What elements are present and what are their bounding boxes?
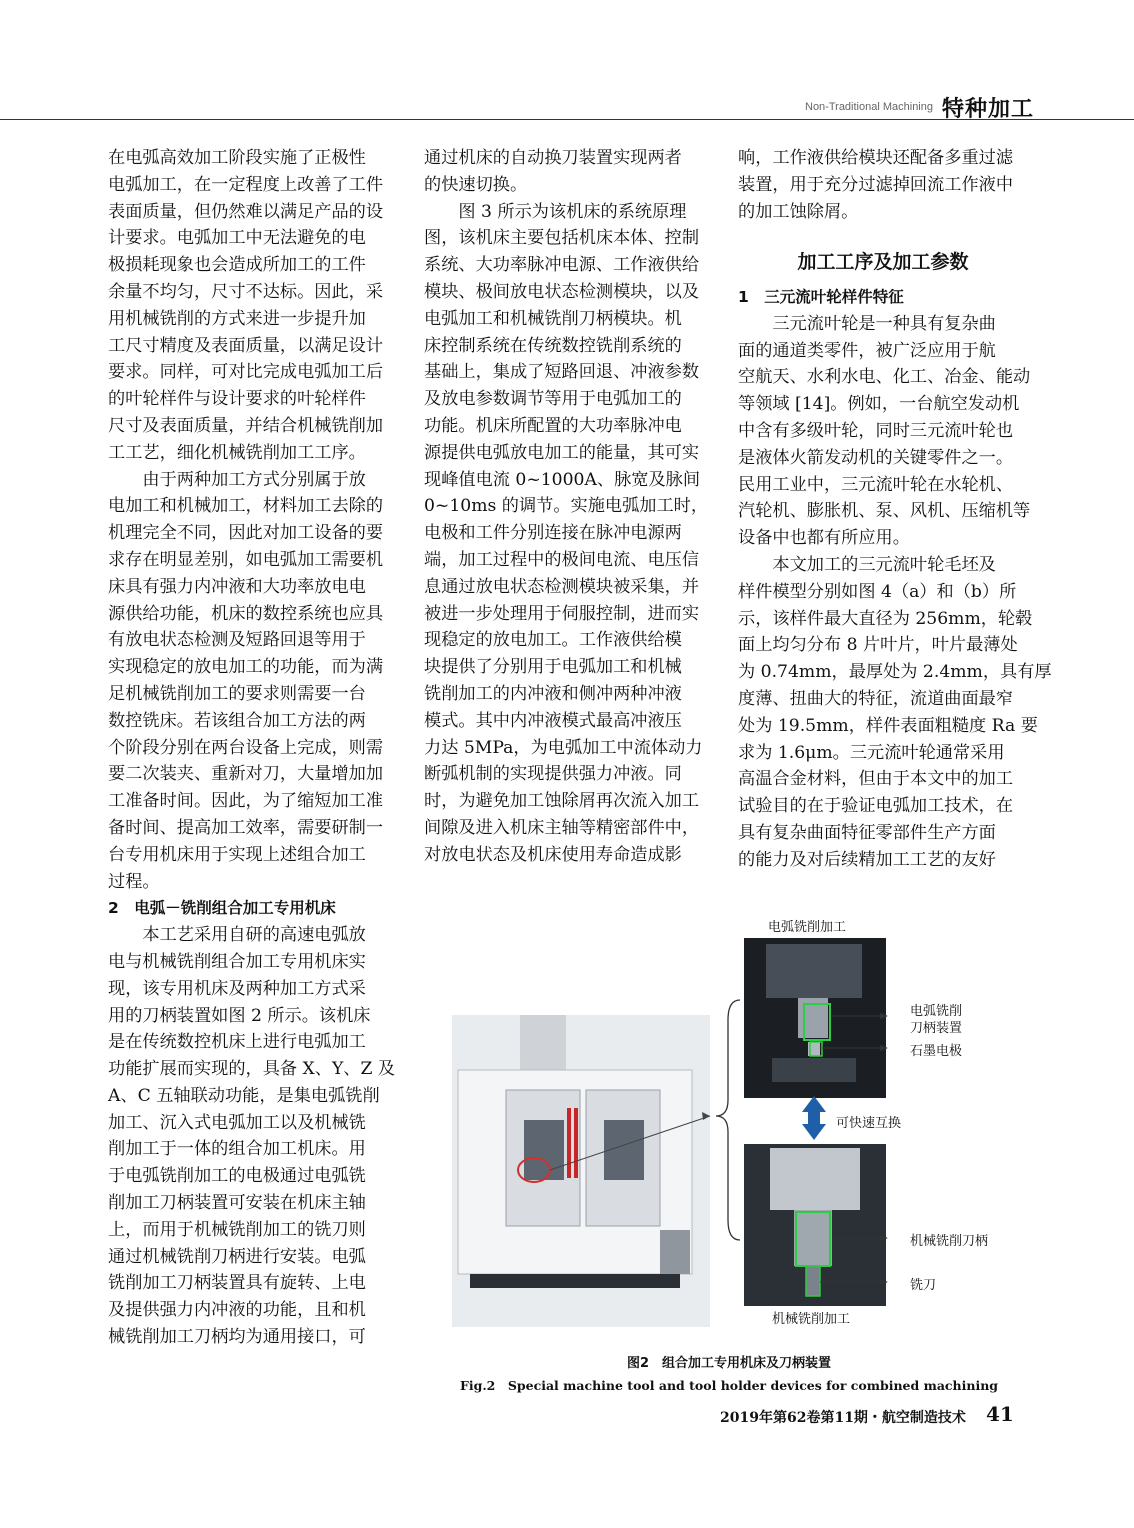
text-line: 铣削加工刀柄装置具有旋转、上电 <box>108 1273 366 1294</box>
text-line: 械铣削加工刀柄均为通用接口，可 <box>108 1327 366 1348</box>
text-line: 上，而用于机械铣削加工的铣刀则 <box>108 1219 366 1240</box>
label-mech-holder: 机械铣削刀柄 <box>910 1234 989 1249</box>
text-line: 时，为避免加工蚀除屑再次流入加工 <box>424 791 700 812</box>
figure-2-graphic <box>422 930 1034 1350</box>
text-line: 电弧加工，在一定程度上改善了工件 <box>108 174 384 195</box>
text-line: 电弧加工和机械铣削刀柄模块。机 <box>424 308 682 329</box>
text-line: 工准备时间。因此，为了缩短加工准 <box>108 791 384 812</box>
text-line: 处为 19.5mm，样件表面粗糙度 Ra 要 <box>738 715 1038 736</box>
text-line: 0~10ms 的调节。实施电弧加工时， <box>424 496 709 517</box>
text-line: 足机械铣削加工的要求则需要一台 <box>108 683 366 704</box>
text-line: 电与机械铣削组合加工专用机床实 <box>108 951 366 972</box>
text-line: 本工艺采用自研的高速电弧放 <box>108 925 366 946</box>
label-arc-holder-line1: 电弧铣削 <box>910 1004 963 1019</box>
text-line: 源供给功能，机床的数控系统也应具 <box>108 603 384 624</box>
column-3-paragraphs <box>738 311 1052 874</box>
text-line: 床具有强力内冲液和大功率放电电 <box>108 576 366 597</box>
text-line: 面的通道类零件，被广泛应用于航 <box>738 340 996 361</box>
text-line: 是在传统数控机床上进行电弧加工 <box>108 1032 366 1053</box>
text-line: 模式。其中内冲液模式最高冲液压 <box>424 710 682 731</box>
text-line: 过程。 <box>108 871 160 892</box>
text-line: 对放电状态及机床使用寿命造成影 <box>424 844 682 865</box>
text-line: 尺寸及表面质量，并结合机械铣削加 <box>108 415 384 436</box>
text-line: 装置，用于充分过滤掉回流工作液中 <box>738 174 1014 195</box>
figure-caption-cn: 图2 组合加工专用机床及刀柄装置 <box>626 1356 832 1371</box>
label-quick-swap: 可快速互换 <box>836 1116 902 1131</box>
text-line: 具有复杂曲面特征零部件生产方面 <box>738 822 996 843</box>
text-line: 表面质量，但仍然难以满足产品的设 <box>108 201 384 222</box>
text-line: 块提供了分别用于电弧加工和机械 <box>424 657 682 678</box>
text-line: 民用工业中，三元流叶轮在水轮机、 <box>738 474 1014 495</box>
text-line: 数控铣床。若该组合加工方法的两 <box>108 710 366 731</box>
column-1 <box>108 145 398 1351</box>
text-line: 被进一步处理用于伺服控制，进而实 <box>424 603 700 624</box>
text-line: 工尺寸精度及表面质量，以满足设计 <box>108 335 384 356</box>
text-line: 中含有多级叶轮，同时三元流叶轮也 <box>738 420 1014 441</box>
text-line: 要二次装夹、重新对刀，大量增加加 <box>108 764 384 785</box>
text-line: 由于两种加工方式分别属于放 <box>108 469 366 490</box>
text-line: 现峰值电流 0~1000A、脉宽及脉间 <box>424 469 701 490</box>
figure-2 <box>422 920 1034 1350</box>
text-line: 通过机械铣削刀柄进行安装。电弧 <box>108 1246 366 1267</box>
text-line: 本文加工的三元流叶轮毛坯及 <box>738 554 996 575</box>
text-line: 于电弧铣削加工的电极通过电弧铣 <box>108 1166 366 1187</box>
page-number: 41 <box>986 1402 1014 1426</box>
text-line: 息通过放电状态检测模块被采集，并 <box>424 576 700 597</box>
text-line: 及提供强力内冲液的功能，且和机 <box>108 1300 366 1321</box>
journal-section-en: Non-Traditional Machining <box>805 101 933 113</box>
text-line: 端，加工过程中的极间电流、电压信 <box>424 549 700 570</box>
text-line: 样件模型分别如图 4（a）和（b）所 <box>738 581 1017 602</box>
text-line: 系统、大功率脉冲电源、工作液供给 <box>424 255 700 276</box>
text-line: 试验目的在于验证电弧加工技术，在 <box>738 796 1014 817</box>
text-line: 用的刀柄装置如图 2 所示。该机床 <box>108 1005 371 1026</box>
column-2 <box>424 145 714 869</box>
text-line: 设备中也都有所应用。 <box>738 528 910 549</box>
text-line: 台专用机床用于实现上述组合加工 <box>108 844 366 865</box>
text-line: 间隙及进入机床主轴等精密部件中， <box>424 817 700 838</box>
label-cutter: 铣刀 <box>910 1278 937 1293</box>
text-line: 备时间、提高加工效率，需要研制一 <box>108 817 384 838</box>
column-3 <box>738 145 1028 225</box>
text-line: 电极和工件分别连接在脉冲电源两 <box>424 523 682 544</box>
text-line: 度薄、扭曲大的特征，流道曲面最窄 <box>738 688 1014 709</box>
text-line: 基础上，集成了短路回退、冲液参数 <box>424 362 700 383</box>
text-line: 模块、极间放电状态检测模块，以及 <box>424 281 700 302</box>
text-line: 现，该专用机床及两种加工方式采 <box>108 978 366 999</box>
text-line: A、C 五轴联动功能，是集电弧铣削 <box>108 1085 380 1106</box>
text-line: 个阶段分别在两台设备上完成，则需 <box>108 737 384 758</box>
text-line: 要求。同样，可对比完成电弧加工后 <box>108 362 384 383</box>
text-line: 图，该机床主要包括机床本体、控制 <box>424 228 700 249</box>
column-1-paragraphs-2 <box>108 922 398 1351</box>
machine-tool-photo <box>452 1015 710 1327</box>
label-arc-milling: 电弧铣削加工 <box>768 920 847 935</box>
text-line: 力达 5MPa，为电弧加工中流体动力 <box>424 737 703 758</box>
text-line: 高温合金材料，但由于本文中的加工 <box>738 769 1014 790</box>
column-1-paragraphs <box>108 145 398 895</box>
column-3-lower <box>738 284 1052 874</box>
text-line: 空航天、水利水电、化工、冶金、能动 <box>738 367 1031 388</box>
text-line: 求为 1.6μm。三元流叶轮通常采用 <box>738 742 1005 763</box>
text-line: 的快速切换。 <box>424 174 528 195</box>
text-line: 床控制系统在传统数控铣削系统的 <box>424 335 682 356</box>
text-line: 断弧机制的实现提供强力冲液。同 <box>424 764 682 785</box>
subheading-1: 1 三元流叶轮样件特征 <box>738 288 904 306</box>
text-line: 示，该样件最大直径为 256mm，轮毂 <box>738 608 1033 629</box>
text-line: 加工、沉入式电弧加工以及机械铣 <box>108 1112 366 1133</box>
text-line: 机理完全不同，因此对加工设备的要 <box>108 523 384 544</box>
footer-journal: 2019年第62卷第11期・航空制造技术 <box>720 1410 966 1426</box>
text-line: 三元流叶轮是一种具有复杂曲 <box>738 313 996 334</box>
subheading-2: 2 电弧－铣削组合加工专用机床 <box>108 899 336 918</box>
text-line: 计要求。电弧加工中无法避免的电 <box>108 228 366 249</box>
text-line: 实现稳定的放电加工的功能，而为满 <box>108 657 384 678</box>
column-3-paragraph-top <box>738 145 1028 225</box>
text-line: 现稳定的放电加工。工作液供给模 <box>424 630 682 651</box>
text-line: 及放电参数调节等用于电弧加工的 <box>424 389 682 410</box>
text-line: 极损耗现象也会造成所加工的工件 <box>108 255 366 276</box>
text-line: 余量不均匀，尺寸不达标。因此，采 <box>108 281 384 302</box>
text-line: 通过机床的自动换刀装置实现两者 <box>424 148 682 168</box>
text-line: 图 3 所示为该机床的系统原理 <box>424 201 687 222</box>
text-line: 汽轮机、膨胀机、泵、风机、压缩机等 <box>738 501 1031 522</box>
text-line: 响，工作液供给模块还配备多重过滤 <box>738 148 1014 168</box>
text-line: 功能扩展而实现的，具备 X、Y、Z 及 <box>108 1059 396 1080</box>
text-line: 为 0.74mm，最厚处为 2.4mm，具有厚 <box>738 662 1052 683</box>
figure-caption-en: Fig.2 Special machine tool and tool holder devices for combined machining <box>459 1378 999 1393</box>
label-arc-holder-line2: 刀柄装置 <box>910 1021 963 1036</box>
text-line: 是液体火箭发动机的关键零件之一。 <box>738 447 1014 468</box>
label-graphite-electrode: 石墨电极 <box>910 1044 963 1059</box>
text-line: 求存在明显差别，如电弧加工需要机 <box>108 549 384 570</box>
label-mech-milling: 机械铣削加工 <box>772 1312 851 1327</box>
text-line: 面上均匀分布 8 片叶片，叶片最薄处 <box>738 635 1018 656</box>
text-line: 源提供电弧放电加工的能量，其可实 <box>424 442 700 463</box>
text-line: 削加工刀柄装置可安装在机床主轴 <box>108 1193 366 1214</box>
text-line: 的加工蚀除屑。 <box>738 201 859 222</box>
text-line: 的能力及对后续精加工工艺的友好 <box>738 849 996 870</box>
text-line: 削加工于一体的组合加工机床。用 <box>108 1139 366 1160</box>
text-line: 铣削加工的内冲液和侧冲两种冲液 <box>424 683 682 704</box>
text-line: 功能。机床所配置的大功率脉冲电 <box>424 415 682 436</box>
text-line: 用机械铣削的方式来进一步提升加 <box>108 308 366 329</box>
text-line: 的叶轮样件与设计要求的叶轮样件 <box>108 389 366 410</box>
swap-arrow <box>802 1096 826 1140</box>
text-line: 等领域 [14]。例如，一台航空发动机 <box>738 394 1020 415</box>
text-line: 电加工和机械加工，材料加工去除的 <box>108 496 384 517</box>
text-line: 有放电状态检测及短路回退等用于 <box>108 630 366 651</box>
arc-milling-photo <box>744 938 886 1098</box>
section-title: 加工工序及加工参数 <box>797 251 969 273</box>
column-2-paragraphs <box>424 145 714 869</box>
journal-section-cn: 特种加工 <box>942 97 1035 122</box>
text-line: 在电弧高效加工阶段实施了正极性 <box>108 148 366 168</box>
text-line: 工工艺，细化机械铣削加工工序。 <box>108 442 366 463</box>
